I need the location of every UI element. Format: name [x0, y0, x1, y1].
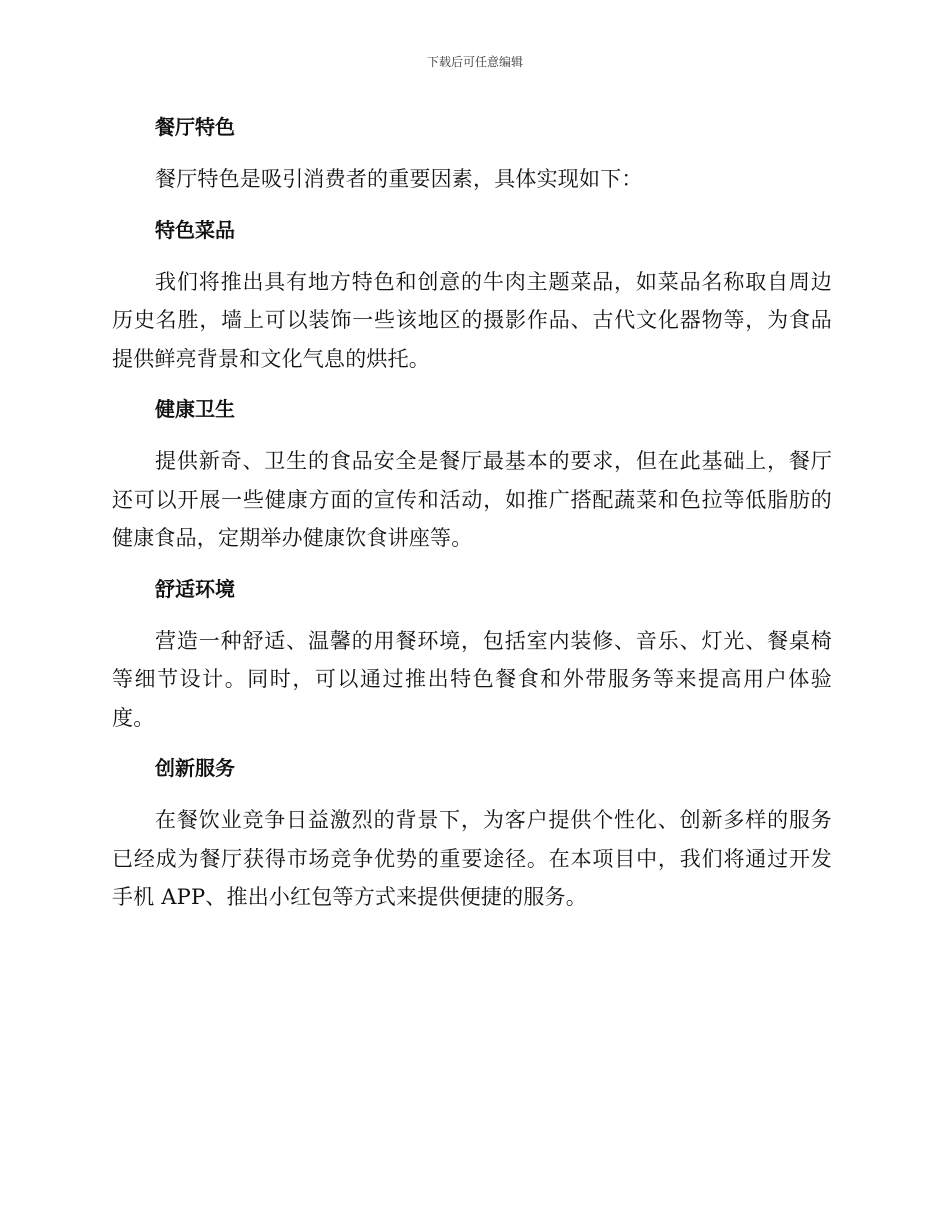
section-heading-innovative-service: 创新服务	[155, 756, 235, 780]
document-body	[112, 110, 832, 931]
section-paragraph-health-hygiene: 提供新奇、卫生的食品安全是餐厅最基本的要求，但在此基础上，餐厅还可以开展一些健康方面的宣传和活动，如推广搭配蔬菜和色拉等低脂肪的健康食品，定期举办健康饮食讲座等。	[112, 449, 832, 550]
section-paragraph-innovative-service: 在餐饮业竞争日益激烈的背景下，为客户提供个性化、创新多样的服务已经成为餐厅获得市场竞争优势的重要途径。在本项目中，我们将通过开发手机 APP、推出小红包等方式来提供便捷的服务。	[112, 808, 832, 909]
header-note: 下载后可任意编辑	[426, 55, 523, 69]
section-heading-signature-dishes: 特色菜品	[155, 217, 235, 242]
section-paragraph-comfortable-environment: 营造一种舒适、温馨的用餐环境，包括室内装修、音乐、灯光、餐桌椅等细节设计。同时，可以通过推出特色餐食和外带服务等来提高用户体验度。	[112, 628, 832, 730]
section-heading-restaurant-features: 餐厅特色	[155, 115, 235, 139]
section-paragraph-restaurant-features: 餐厅特色是吸引消费者的重要因素，具体实现如下：	[155, 167, 643, 191]
section-heading-comfortable-environment: 舒适环境	[155, 576, 235, 601]
section-paragraph-signature-dishes: 我们将推出具有地方特色和创意的牛肉主题菜品，如菜品名称取自周边历史名胜，墙上可以装饰一些该地区的摄影作品、古代文化器物等，为食品提供鲜亮背景和文化气息的烘托。	[112, 269, 832, 371]
section-heading-health-hygiene: 健康卫生	[155, 397, 235, 421]
